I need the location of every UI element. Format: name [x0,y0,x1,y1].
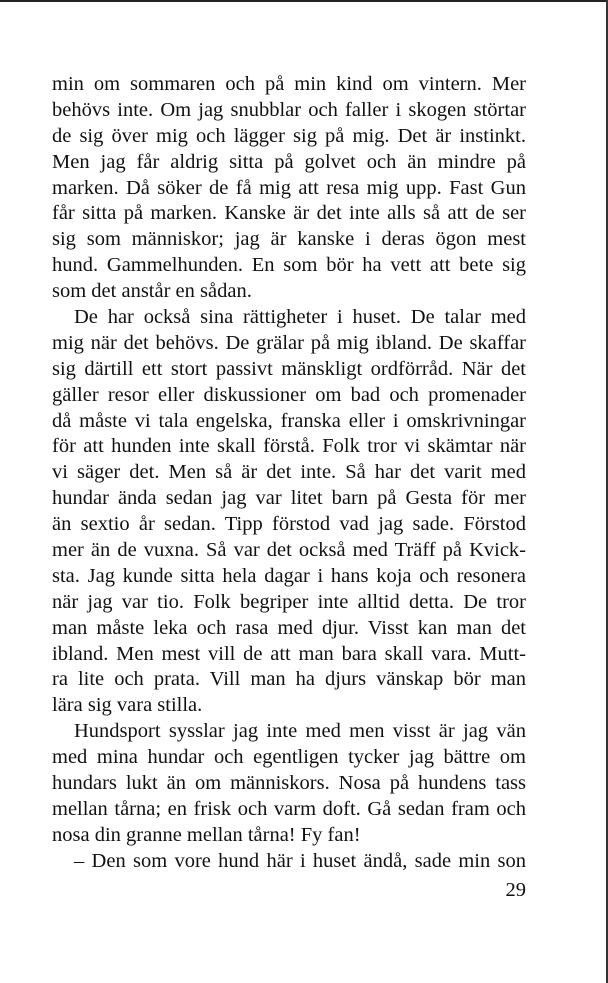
text-line: Hundsport sysslar jag inte med men visst är jag vän [74,720,526,743]
page-number: 29 [505,879,526,901]
text-line: sta. Jag kunde sitta hela dagar i hans koja och resonera [52,564,526,587]
text-line: mig när det behövs. De grälar på mig ibland. De skaffar [52,331,526,354]
text-line: nosa din granne mellan tårna! Fy fan! [52,823,361,846]
text-line: sig som människor; jag är kanske i deras ögon mest [52,228,526,251]
text-line: man måste leka och rasa med djur. Visst kan man det [52,616,526,639]
text-line: lära sig vara stilla. [52,694,203,717]
text-line: Men jag får aldrig sitta på golvet och än mindre på [52,150,526,173]
top-border-line [0,0,608,2]
text-line: De har också sina rättigheter i huset. De talar med [74,306,526,329]
text-line: marken. Då söker de få mig att resa mig upp. Fast Gun [52,176,526,199]
text-line: min om sommaren och på min kind om vintern. Mer [52,73,526,95]
text-line: gäller resor eller diskussioner om bad och promenader [52,383,526,406]
text-line: får sitta på marken. Kanske är det inte alls så att de ser [52,202,526,225]
text-line: hundar ända sedan jag var litet barn på Gesta för mer [52,487,526,510]
text-line: än sextio år sedan. Tipp förstod vad jag sade. Förstod [52,513,526,536]
text-line: de sig över mig och lägger sig på mig. Det är instinkt. [52,124,526,147]
text-line: ra lite och prata. Vill man ha djurs vänskap bör man [52,668,526,691]
text-line: sig därtill ett stort passivt mänskligt ordförråd. När det [52,357,526,380]
text-line: då måste vi tala engelska, franska eller i omskrivningar [52,409,526,432]
text-line: hund. Gammelhunden. En som bör ha vett att bete sig [52,254,526,277]
text-line: – Den som vore hund här i huset ändå, sade min son [74,849,526,872]
text-line: när jag var tio. Folk begriper inte alltid detta. De tror [52,590,526,613]
text-line: med mina hundar och egentligen tycker jag bättre om [52,746,526,769]
text-line: hundars lukt än om människors. Nosa på hundens tass [52,772,526,795]
text-line: mellan tårna; en frisk och varm doft. Gå sedan fram och [52,797,526,820]
text-line: för att hunden inte skall förstå. Folk tror vi skämtar när [52,435,526,458]
text-line: ibland. Men mest vill de att man bara skall vara. Mutt- [52,642,526,665]
text-line: mer än de vuxna. Så var det också med Träff på Kvick- [52,539,526,562]
text-line: som det anstår en sådan. [52,280,252,303]
body-text [52,72,526,875]
text-line: vi säger det. Men så är det inte. Så har det varit med [52,461,526,484]
text-line: behövs inte. Om jag snubblar och faller i skogen störtar [52,98,526,121]
